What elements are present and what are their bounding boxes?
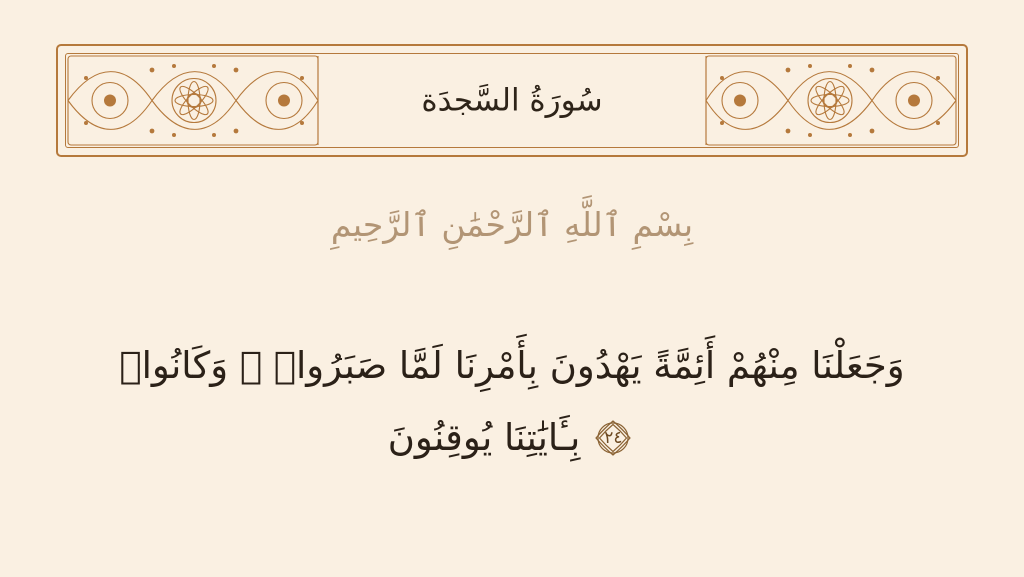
ayah-number: ٢٤ xyxy=(604,427,623,448)
surah-title: سُورَةُ السَّجدَة xyxy=(421,82,603,119)
ayah-line-2-row xyxy=(60,402,964,474)
ayah-line-1: وَجَعَلْنَا مِنْهُمْ أَئِمَّةً يَهْدُونَ بِأَمْرِنَا لَمَّا صَبَرُوا۟ ۖ وَكَانُوا۟ xyxy=(119,344,905,387)
surah-header-banner xyxy=(56,44,968,157)
ayah-end-marker-icon xyxy=(590,415,636,461)
ayah-block xyxy=(60,330,964,474)
ayah-line-2-text: بِـَٔايَٰتِنَا يُوقِنُونَ xyxy=(387,416,581,460)
basmala-text: بِسْمِ ٱللَّهِ ٱلرَّحْمَٰنِ ٱلرَّحِيمِ xyxy=(330,205,694,244)
